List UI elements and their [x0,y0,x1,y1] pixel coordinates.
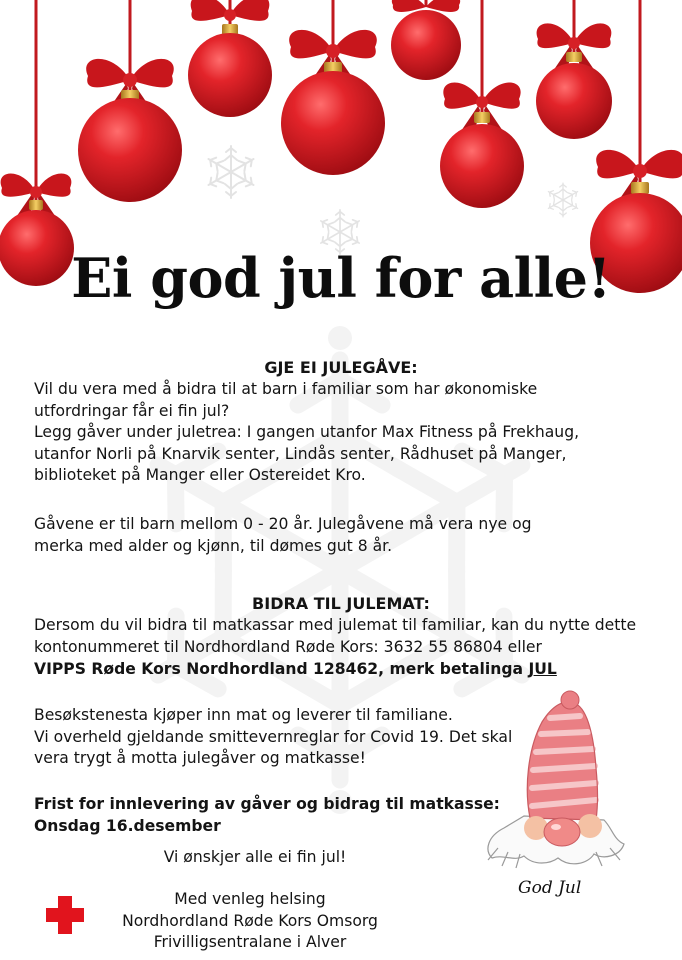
poster-title: Ei god jul for alle! [71,246,611,310]
ornament-5 [391,0,461,80]
christmas-wish: Vi ønskjer alle ei fin jul! [163,848,347,866]
gnome-caption: God Jul [518,878,582,898]
ornament-1 [0,0,74,286]
vipps-code: JUL [528,660,557,678]
gift-section-heading: GJE EI JULEGÅVE: [264,358,418,377]
ornament-2 [78,0,182,202]
snowflake-icon [205,146,256,198]
gift-age-note: Gåvene er til barn mellom 0 - 20 år. Julegåvene må vera nye og merka med alder og kjønn, til dømes gut 8 år. [34,515,532,555]
ornament-7 [536,0,612,139]
food-section-body: Dersom du vil bidra til matkassar med julemat til familiar, kan du nytte dette kontonummeret til Nordhordland Røde Kors: 3632 55 86804 eller [34,616,637,656]
red-cross-icon [46,896,84,934]
deadline-text: Frist for innlevering av gåver og bidrag til matkasse: Onsdag 16.desember [34,795,500,835]
vipps-line [34,659,557,681]
signoff: Med venleg helsing Nordhordland Røde Kors Omsorg Frivilligsentralane i Alver [122,890,378,951]
christmas-gnome-icon [484,688,634,873]
ornament-4 [281,0,385,175]
gift-section-body: Vil du vera med å bidra til at barn i familiar som har økonomiske utfordringar får ei fin jul? Legg gåver under juletrea: I gangen utanfor Max Fitness på Frekhaug, utanfor Norli på Knarvik senter, Lindås senter, Rådhuset på Manger, biblioteket på Manger eller Ostereidet Kro. [34,380,580,484]
ornament-3 [188,0,272,117]
vipps-text: VIPPS Røde Kors Nordhordland 128462, merk betalinga [34,660,529,678]
snowflake-icon [546,183,579,217]
visit-service-note: Besøkstenesta kjøper inn mat og leverer til familiane. Vi overheld gjeldande smittevernreglar for Covid 19. Det skal vera trygt å motta julegåver og matkasse! [34,706,513,767]
food-section-heading: BIDRA TIL JULEMAT: [252,594,430,613]
